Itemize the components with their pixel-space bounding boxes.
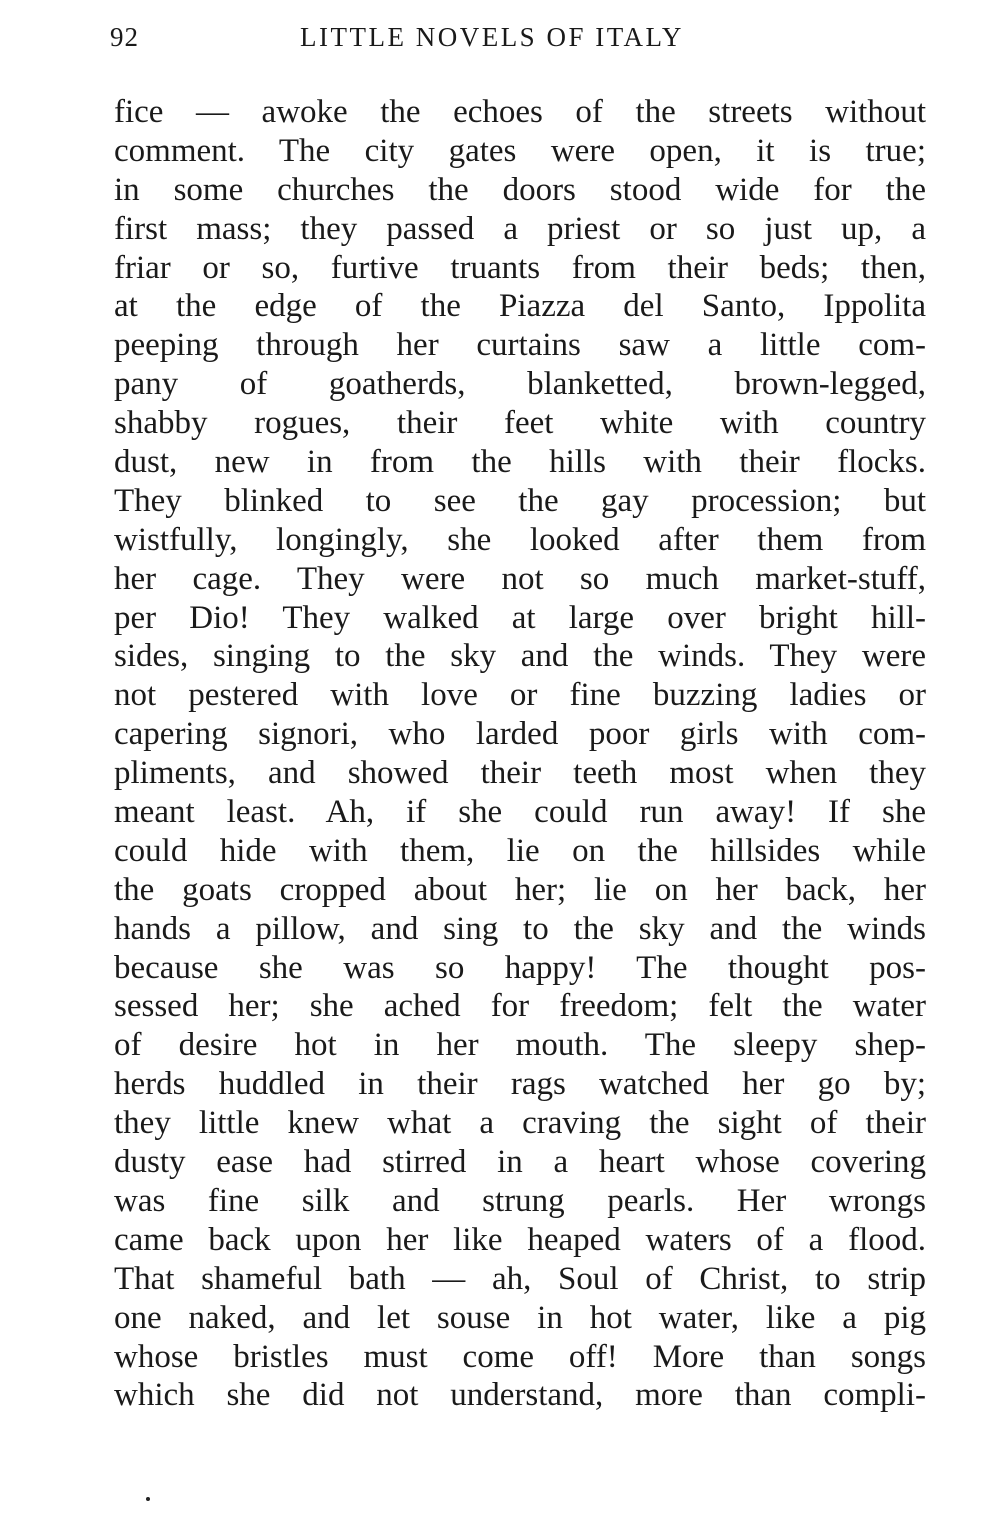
text-line: at the edge of the Piazza del Santo, Ippolita xyxy=(114,288,926,325)
running-head: LITTLE NOVELS OF ITALY xyxy=(300,22,684,52)
text-line: sessed her; she ached for freedom; felt the water xyxy=(114,988,926,1025)
page-number: 92 xyxy=(110,22,139,52)
text-line: capering signori, who larded poor girls with com- xyxy=(114,716,926,753)
text-line: They blinked to see the gay procession; but xyxy=(114,482,926,519)
page-header xyxy=(110,22,925,62)
text-line: was fine silk and strung pearls. Her wrongs xyxy=(114,1182,926,1219)
text-line: shabby rogues, their feet white with country xyxy=(114,405,926,442)
text-line: pliments, and showed their teeth most when they xyxy=(114,755,926,792)
text-line: sides, singing to the sky and the winds. They were xyxy=(114,638,926,675)
text-line: pany of goatherds, blanketted, brown-legged, xyxy=(114,366,926,403)
text-line: the goats cropped about her; lie on her back, her xyxy=(114,871,926,908)
text-line: That shameful bath — ah, Soul of Christ, to strip xyxy=(114,1260,926,1297)
text-line: whose bristles must come off! More than songs xyxy=(114,1338,926,1375)
text-line: wistfully, longingly, she looked after them from xyxy=(114,521,926,558)
text-line: first mass; they passed a priest or so just up, a xyxy=(114,210,926,247)
body-text xyxy=(114,93,926,1415)
text-line: meant least. Ah, if she could run away! If she xyxy=(114,794,926,831)
text-line: could hide with them, lie on the hillsides while xyxy=(114,832,926,869)
ink-speck xyxy=(146,1497,150,1501)
text-line: in some churches the doors stood wide for the xyxy=(114,171,926,208)
text-line: came back upon her like heaped waters of a flood. xyxy=(114,1221,926,1258)
text-line: dusty ease had stirred in a heart whose covering xyxy=(114,1144,926,1181)
text-line: which she did not understand, more than compli- xyxy=(114,1377,926,1414)
text-line: her cage. They were not so much market-stuff, xyxy=(114,560,926,597)
text-line: comment. The city gates were open, it is true; xyxy=(114,132,926,169)
text-line: of desire hot in her mouth. The sleepy shep- xyxy=(114,1027,926,1064)
text-line: dust, new in from the hills with their flocks. xyxy=(114,444,926,481)
text-line: herds huddled in their rags watched her go by; xyxy=(114,1066,926,1103)
text-line: peeping through her curtains saw a little com- xyxy=(114,327,926,364)
text-line: per Dio! They walked at large over bright hill- xyxy=(114,599,926,636)
text-line: friar or so, furtive truants from their beds; then, xyxy=(114,249,926,286)
text-line: one naked, and let souse in hot water, like a pig xyxy=(114,1299,926,1336)
text-line: they little knew what a craving the sight of their xyxy=(114,1105,926,1142)
text-line: fice — awoke the echoes of the streets without xyxy=(114,94,926,130)
text-line: not pestered with love or fine buzzing ladies or xyxy=(114,677,926,714)
text-line: because she was so happy! The thought pos- xyxy=(114,949,926,986)
text-line: hands a pillow, and sing to the sky and the winds xyxy=(114,910,926,947)
